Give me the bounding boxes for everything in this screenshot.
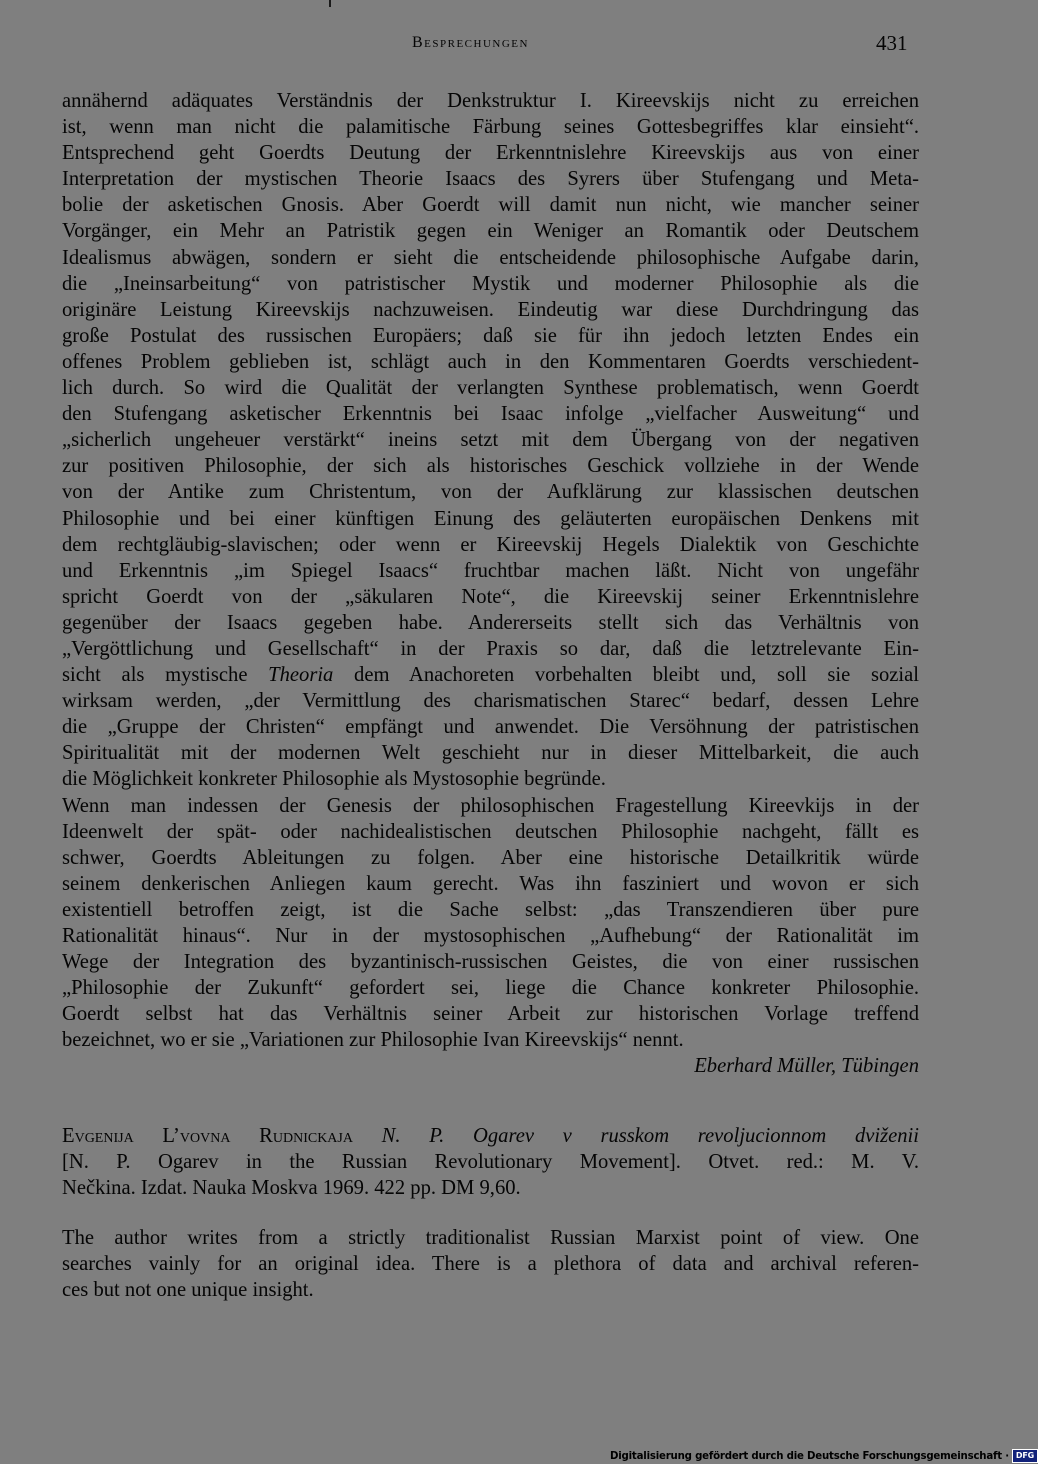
text-segment: sicht als mystische bbox=[62, 664, 269, 687]
text-line: The author writes from a strictly traditionalist Russian Marxist point of view. One bbox=[62, 1226, 919, 1249]
text-line: Entsprechend geht Goerdts Deutung der Erkenntnislehre Kireevskijs aus von einer bbox=[62, 142, 919, 165]
reviewer-signature: Eberhard Müller, Tübingen bbox=[694, 1055, 919, 1078]
text-line: ces but not one unique insight. bbox=[62, 1279, 314, 1302]
text-line: existentiell betroffen zeigt, ist die Sache selbst: „das Transzendieren über pure bbox=[62, 898, 919, 921]
text-line: lich durch. So wird die Qualität der verlangten Synthese problematisch, wenn Goerdt bbox=[62, 377, 919, 400]
text-line: spricht Goerdt von der „säkularen Note“, die Kireevskij seiner Erkenntnislehre bbox=[62, 585, 919, 608]
text-line: Idealismus abwägen, sondern er sieht die entscheidende philosophische Aufgabe darin, bbox=[62, 246, 919, 269]
review-paragraph-1 bbox=[62, 88, 919, 793]
text-line: schwer, Goerdts Ableitungen zu folgen. Aber eine historische Detailkritik würde bbox=[62, 846, 919, 869]
text-line: searches vainly for an original idea. There is a plethora of data and archival referen- bbox=[62, 1252, 919, 1275]
bibliographic-line: Nečkina. Izdat. Nauka Moskva 1969. 422 pp. DM 9,60. bbox=[62, 1176, 521, 1199]
text-line: wirksam werden, „der Vermittlung des charismatischen Starec“ bedarf, dessen Lehre bbox=[62, 690, 919, 713]
text-line: Wege der Integration des byzantinisch-russischen Geistes, die von einer russischen bbox=[62, 951, 919, 974]
text-line: Goerdt selbst hat das Verhältnis seiner Arbeit zur historischen Vorlage treffend bbox=[62, 1003, 919, 1026]
text-line: Ideenwelt der spät- oder nachidealistischen deutschen Philosophie nachgeht, fällt es bbox=[62, 820, 919, 843]
text-line: die Möglichkeit konkreter Philosophie als Mystosophie begründe. bbox=[62, 768, 606, 791]
body-text bbox=[62, 88, 919, 1303]
text-line: und Erkenntnis „im Spiegel Isaacs“ fruchtbar machen läßt. Nicht von ungefähr bbox=[62, 559, 919, 582]
book-author: Evgenija L’vovna Rudnickaja bbox=[62, 1124, 353, 1147]
text-line: annähernd adäquates Verständnis der Denkstruktur I. Kireevskijs nicht zu erreichen bbox=[62, 90, 919, 112]
text-segment: dem Anachoreten vorbehalten bleibt und, soll sie sozial bbox=[333, 664, 919, 687]
page-number: 431 bbox=[876, 31, 908, 55]
bibliographic-line: [N. P. Ogarev in the Russian Revolutionary Movement]. Otvet. red.: M. V. bbox=[62, 1150, 919, 1173]
text-line: bezeichnet, wo er sie „Variationen zur Philosophie Ivan Kireevskijs“ nennt. bbox=[62, 1029, 684, 1052]
review-2-header bbox=[62, 1123, 919, 1201]
text-line: große Postulat des russischen Europäers; daß sie für ihn jedoch letzten Endes ein bbox=[62, 324, 919, 347]
running-head: Besprechungen bbox=[412, 34, 529, 51]
italic-term: Theoria bbox=[268, 664, 334, 687]
text-line: Rationalität hinaus“. Nur in der mystosophischen „Aufhebung“ der Rationalität im bbox=[62, 925, 919, 947]
text-line: Wenn man indessen der Genesis der philosophischen Fragestellung Kireevkijs in der bbox=[62, 794, 919, 817]
dfg-logo-icon: DFG bbox=[1012, 1449, 1038, 1463]
bibliographic-line bbox=[62, 1123, 919, 1149]
book-title: N. P. Ogarev v russkom revoljucionnom dviženii bbox=[381, 1124, 919, 1147]
review-paragraph-2 bbox=[62, 793, 919, 1054]
text-line: dem rechtgläubig-slavischen; oder wenn er Kireevskij Hegels Dialektik von Geschichte bbox=[62, 533, 919, 556]
text-line: „Vergöttlichung und Gesellschaft“ in der Praxis so dar, daß die letztrelevante Ein- bbox=[62, 637, 919, 660]
text-line: ist, wenn man nicht die palamitische Färbung seines Gottesbegriffes klar einsieht“. bbox=[62, 116, 919, 139]
footer-text: Digitalisierung gefördert durch die Deutsche Forschungsgemeinschaft · bbox=[610, 1451, 1009, 1462]
text-line: bolie der asketischen Gnosis. Aber Goerdt will damit nun nicht, wie mancher seiner bbox=[62, 194, 919, 217]
text-line: Philosophie und bei einer künftigen Einung des geläuterten europäischen Denkens mit bbox=[62, 507, 919, 530]
review-2-body bbox=[62, 1225, 919, 1303]
text-line: „Philosophie der Zukunft“ gefordert sei, liege die Chance konkreter Philosophie. bbox=[62, 977, 919, 1000]
text-line: Spiritualität mit der modernen Welt geschieht nur in dieser Mittelbarkeit, die auch bbox=[62, 742, 919, 765]
text-line: seinem denkerischen Anliegen kaum gerecht. Was ihn fasziniert und wovon er sich bbox=[62, 872, 919, 895]
text-line: originäre Leistung Kireevskijs nachzuweisen. Eindeutig war diese Durchdringung das bbox=[62, 298, 919, 321]
text-line: Interpretation der mystischen Theorie Isaacs des Syrers über Stufengang und Meta- bbox=[62, 168, 919, 191]
text-line: zur positiven Philosophie, der sich als historisches Geschick vollziehe in der Wende bbox=[62, 455, 919, 478]
text-line: den Stufengang asketischer Erkenntnis bei Isaac infolge „vielfacher Ausweitung“ und bbox=[62, 403, 919, 426]
text-line: offenes Problem geblieben ist, schlägt auch in den Kommentaren Goerdts verschiedent- bbox=[62, 350, 919, 373]
text-line: „sicherlich ungeheuer verstärkt“ ineins setzt mit dem Übergang von der negativen bbox=[62, 429, 919, 452]
text-line: die „Gruppe der Christen“ empfängt und anwendet. Die Versöhnung der patristischen bbox=[62, 716, 919, 739]
digitization-footer bbox=[610, 1449, 1038, 1463]
text-line: von der Antike zum Christentum, von der Aufklärung zur klassischen deutschen bbox=[62, 481, 919, 504]
text-line: die „Ineinsarbeitung“ von patristischer Mystik und moderner Philosophie als die bbox=[62, 272, 919, 295]
text-line-theoria bbox=[62, 662, 919, 688]
text-line: gegenüber der Isaacs gegeben habe. Andererseits stellt sich das Verhältnis von bbox=[62, 611, 919, 634]
text-line: Vorgänger, ein Mehr an Patristik gegen ein Weniger an Romantik oder Deutschem bbox=[62, 220, 919, 243]
scan-mark bbox=[329, 0, 331, 7]
